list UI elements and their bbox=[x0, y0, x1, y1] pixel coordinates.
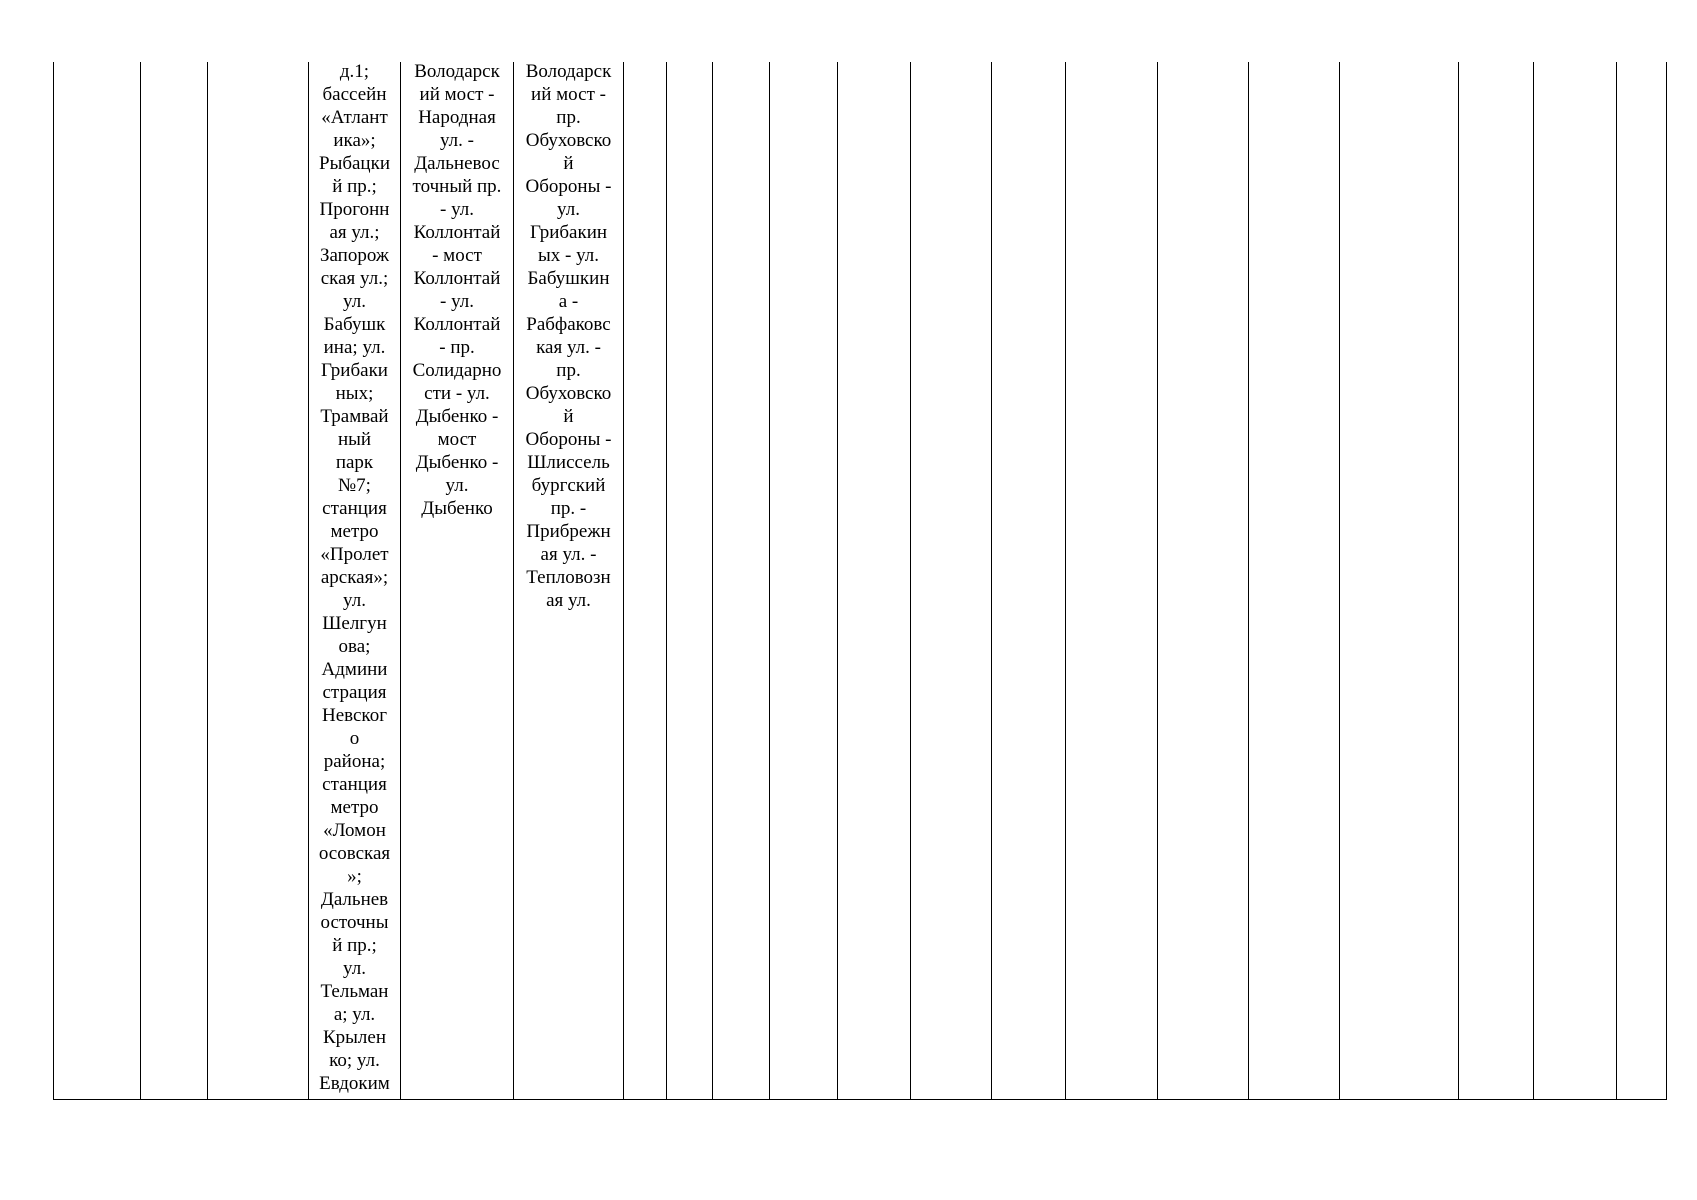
table-cell-stops bbox=[309, 62, 401, 1100]
route-backward-text: Володарск ий мост - пр. Обуховско й Обороны - ул. Грибакин ых - ул. Бабушкин а - Рабфаковс кая ул. - пр. Обуховско й Обороны - Шлиссель бургский пр. - Прибрежн ая ул. - Тепловозн ая ул. bbox=[525, 61, 612, 611]
table-cell-col-10 bbox=[770, 62, 838, 1100]
table-cell-col-8 bbox=[667, 62, 713, 1100]
table-cell-col-13 bbox=[992, 62, 1066, 1100]
stops-text: д.1; бассейн «Атлант ика»; Рыбацки й пр.; Прогонн ая ул.; Запорож ская ул.; ул. Бабушк ина; ул. Грибаки ных; Трамвай ный парк №7; станция метро «Пролет арская»; ул. Шелгун ова; Админи страция Невског о района; станция метро «Ломон осовская »; Дальнев осточны й пр.; ул. Тельман а; ул. Крылен ко; ул. Евдоким bbox=[318, 61, 391, 1094]
table-cell-col-3 bbox=[208, 62, 309, 1100]
table-cell-col-18 bbox=[1459, 62, 1534, 1100]
table-row bbox=[54, 62, 1667, 1100]
table-cell-col-1 bbox=[54, 62, 141, 1100]
table-cell-col-12 bbox=[911, 62, 992, 1100]
table-cell-route-forward bbox=[401, 62, 514, 1100]
route-forward-text: Володарск ий мост - Народная ул. - Дальневос точный пр. - ул. Коллонтай - мост Коллонтай - ул. Коллонтай - пр. Солидарно сти - ул. Дыбенко - мост Дыбенко - ул. Дыбенко bbox=[412, 61, 502, 519]
table-cell-col-2 bbox=[141, 62, 208, 1100]
table-cell-route-backward bbox=[514, 62, 624, 1100]
table-cell-col-16 bbox=[1249, 62, 1340, 1100]
table-cell-col-11 bbox=[838, 62, 911, 1100]
table-cell-col-17 bbox=[1340, 62, 1459, 1100]
table-cell-col-15 bbox=[1158, 62, 1249, 1100]
table-cell-col-20 bbox=[1617, 62, 1667, 1100]
route-table bbox=[53, 62, 1667, 1100]
table-cell-col-14 bbox=[1066, 62, 1158, 1100]
table-cell-col-9 bbox=[713, 62, 770, 1100]
table-cell-col-19 bbox=[1534, 62, 1617, 1100]
table-cell-col-7 bbox=[624, 62, 667, 1100]
